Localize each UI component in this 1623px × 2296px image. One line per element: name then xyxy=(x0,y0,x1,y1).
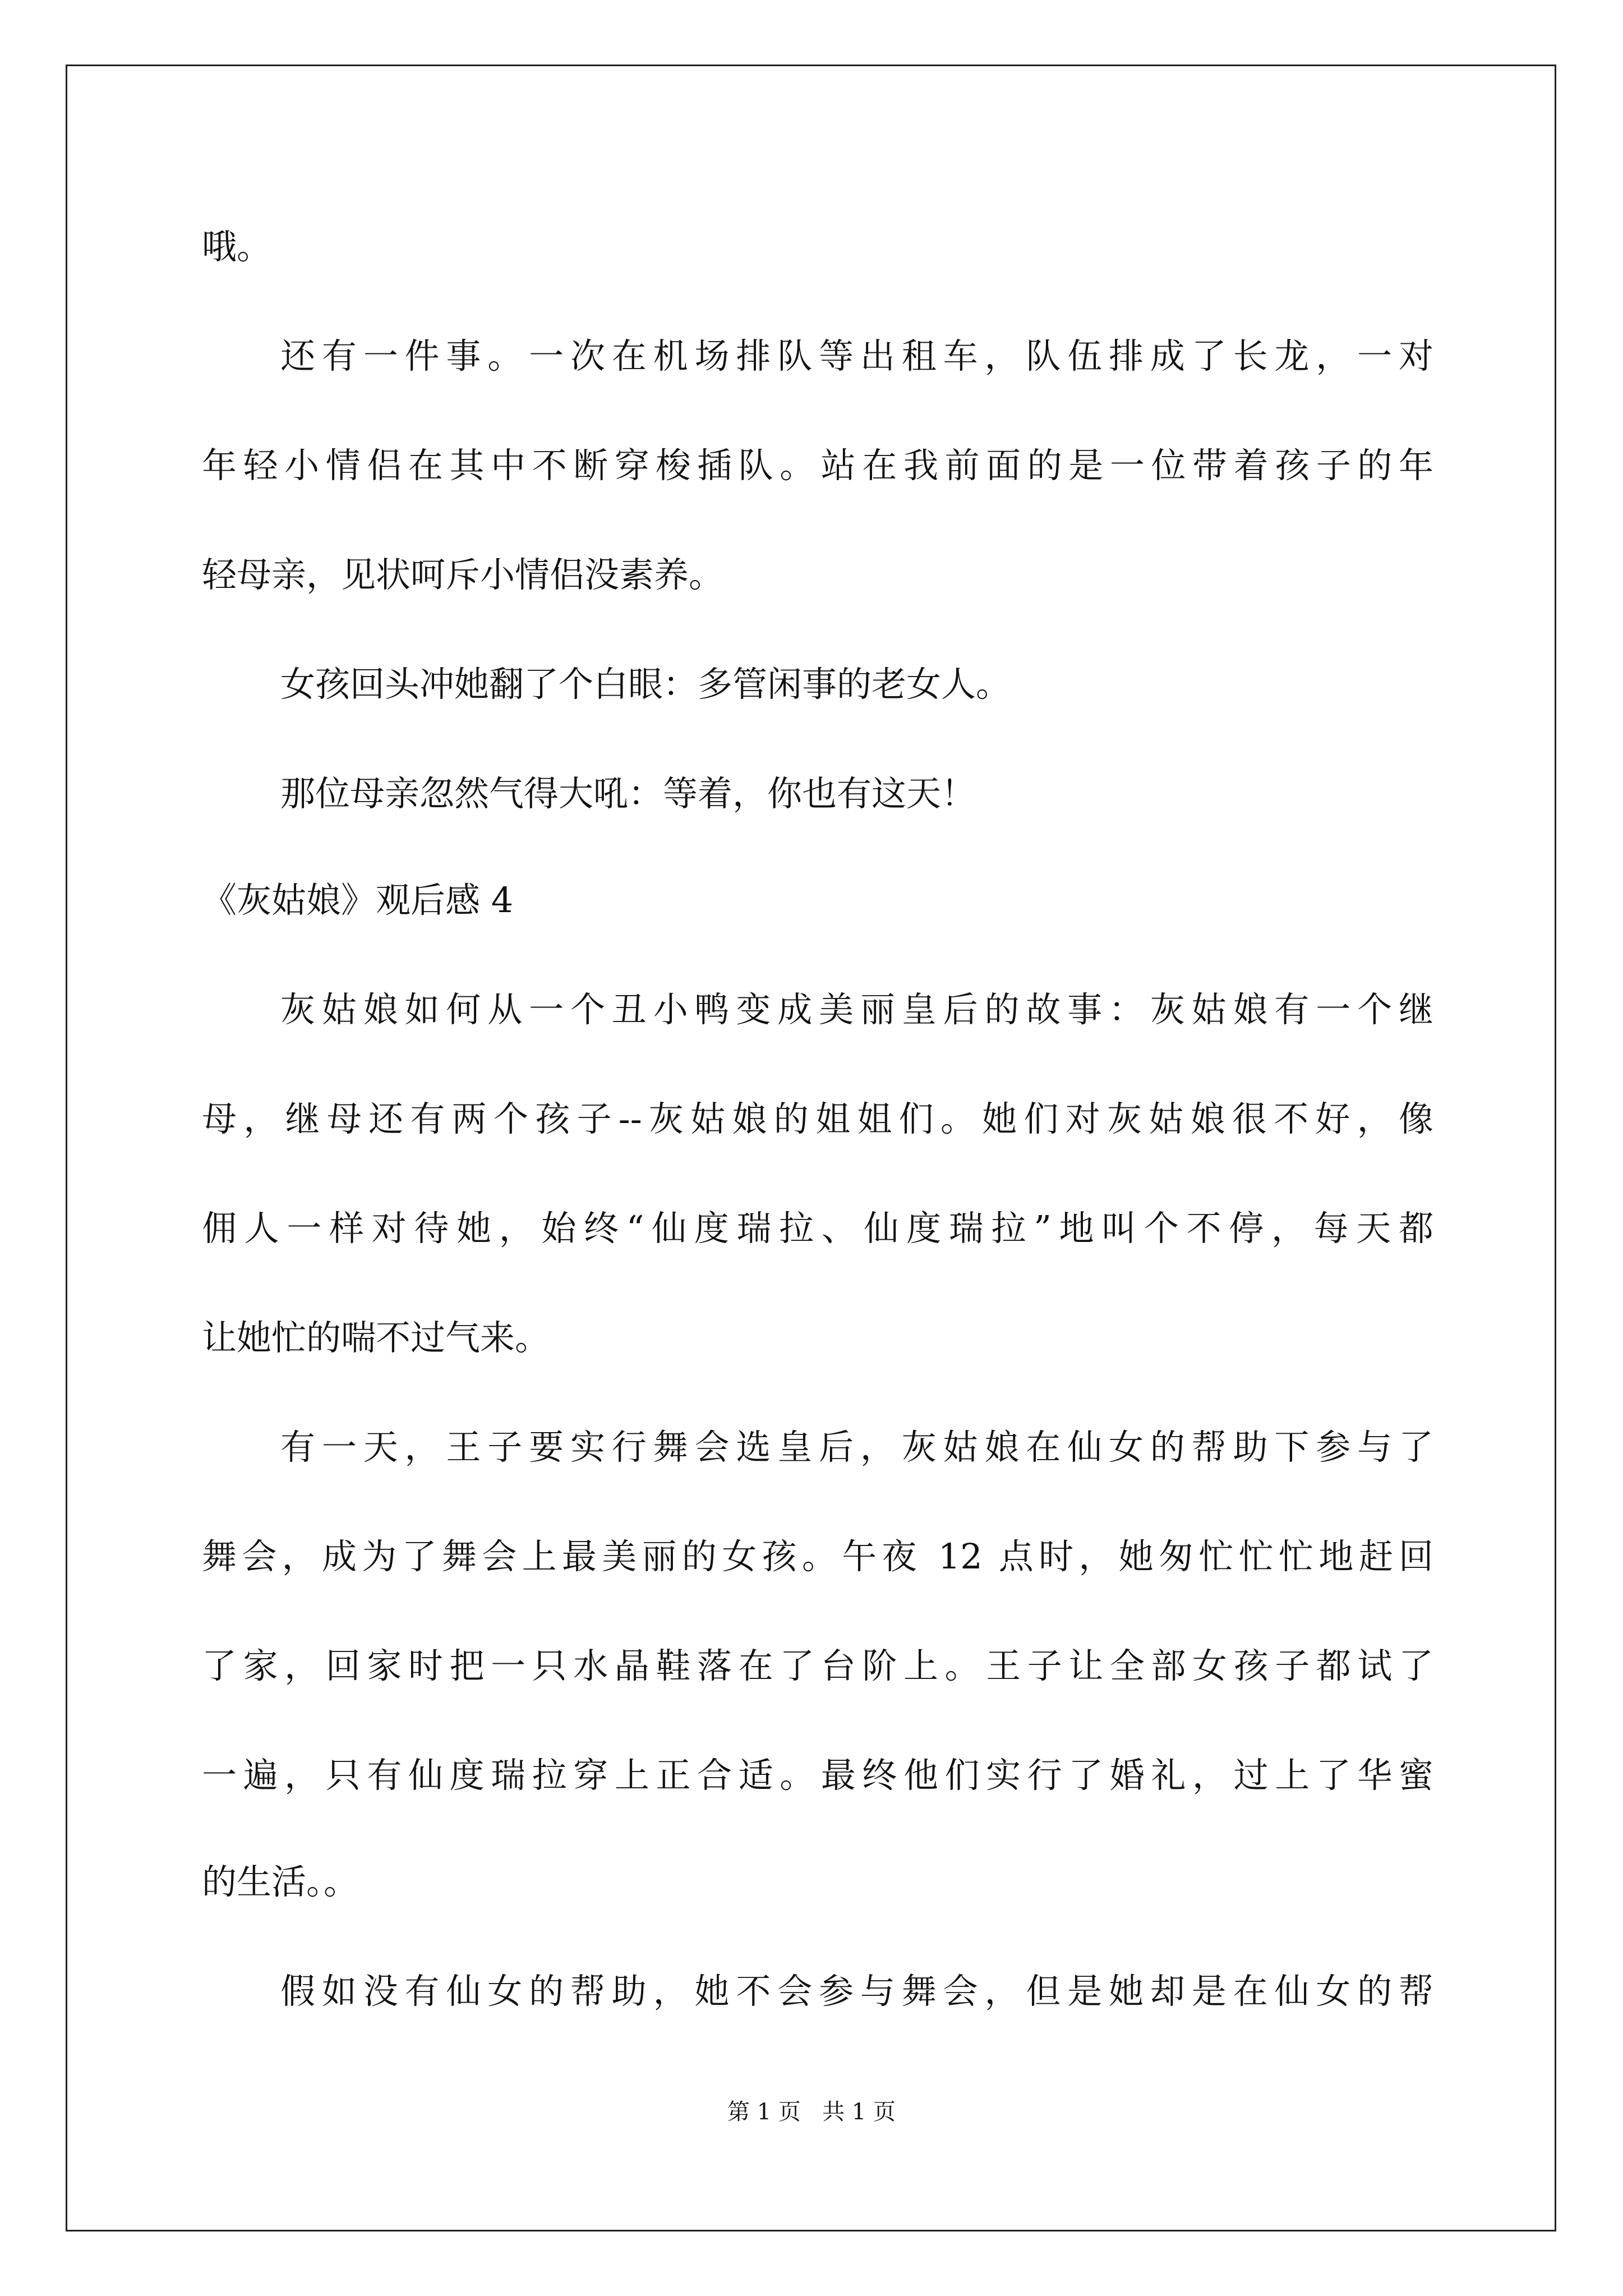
text-line: 了家，回家时把一只水晶鞋落在了台阶上。王子让全部女孩子都试了 xyxy=(202,1645,1433,1686)
text-line: 那位母亲忽然气得大吼：等着，你也有这天！ xyxy=(280,773,976,814)
text-line: 轻母亲，见状呵斥小情侣没素养。 xyxy=(202,554,724,595)
text-line: 舞会，成为了舞会上最美丽的女孩。午夜 12 点时，她匆忙忙忙地赶回 xyxy=(202,1536,1433,1577)
text-line: 灰姑娘如何从一个丑小鸭变成美丽皇后的故事：灰姑娘有一个继 xyxy=(280,989,1433,1030)
text-line: 假如没有仙女的帮助，她不会参与舞会，但是她却是在仙女的帮 xyxy=(280,1971,1433,2012)
page-border xyxy=(66,65,1556,2231)
text-line: 佣人一样对待她，始终“仙度瑞拉、仙度瑞拉”地叫个不停，每天都 xyxy=(202,1208,1433,1249)
text-line: 哦。 xyxy=(202,226,272,267)
text-line: 年轻小情侣在其中不断穿梭插队。站在我前面的是一位带着孩子的年 xyxy=(202,445,1433,486)
section-heading: 《灰姑娘》观后感 4 xyxy=(202,880,514,921)
text-line: 让她忙的喘不过气来。 xyxy=(202,1317,550,1358)
text-line: 女孩回头冲她翻了个白眼：多管闲事的老女人。 xyxy=(280,664,1011,705)
text-line: 还有一件事。一次在机场排队等出租车，队伍排成了长龙，一对 xyxy=(280,335,1433,376)
text-line: 母，继母还有两个孩子--灰姑娘的姐姐们。她们对灰姑娘很不好，像 xyxy=(202,1098,1433,1139)
page-footer: 第 1 页 共 1 页 xyxy=(727,2099,896,2125)
text-line: 的生活。。 xyxy=(202,1861,359,1902)
text-line: 有一天，王子要实行舞会选皇后，灰姑娘在仙女的帮助下参与了 xyxy=(280,1427,1433,1467)
text-line: 一遍，只有仙度瑞拉穿上正合适。最终他们实行了婚礼，过上了华蜜 xyxy=(202,1755,1433,1796)
